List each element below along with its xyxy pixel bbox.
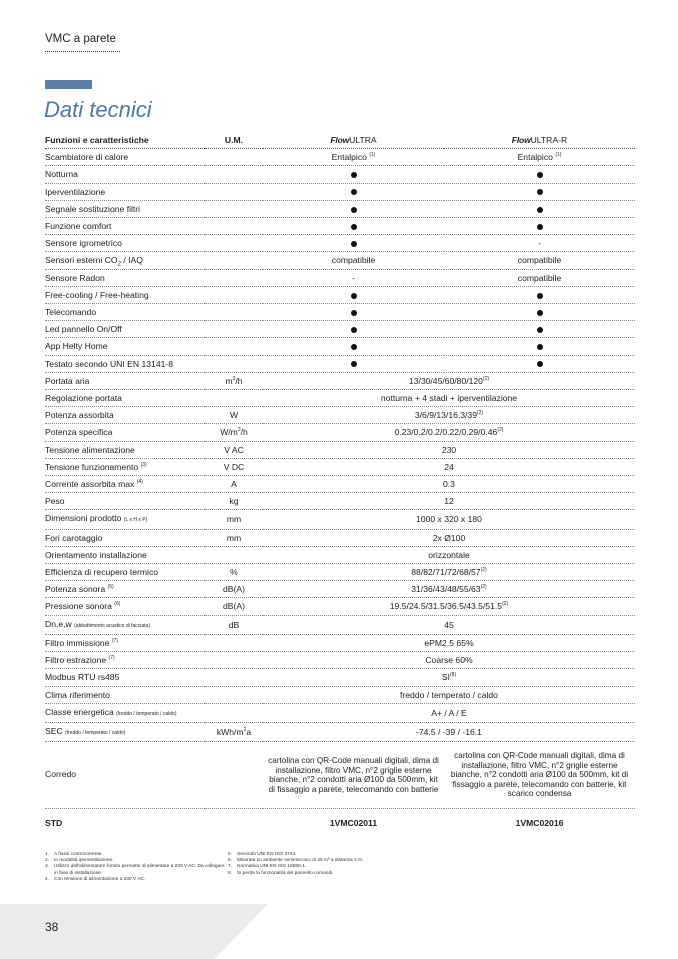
row-unit	[205, 218, 263, 235]
row-unit	[205, 547, 263, 564]
product-code-model-1: 1VMC02011	[329, 818, 378, 829]
bullet-dot-icon	[537, 207, 543, 213]
table-header-row	[45, 132, 635, 149]
row-value-shared: A+ / A / E	[263, 704, 635, 723]
row-value-shared: 0.23/0.2/0.2/0.22/0.29/0.46$^{(2)}$	[263, 424, 635, 441]
accent-bar	[45, 80, 92, 89]
table-row	[45, 235, 635, 252]
row-unit	[205, 815, 263, 831]
row-label: Filtro immissione $^{(7)}$	[45, 635, 205, 652]
row-unit: kWh/$m^2a$	[205, 723, 263, 742]
row-unit	[205, 652, 263, 669]
row-label: Telecomando	[45, 304, 205, 321]
row-unit: dB	[205, 616, 263, 635]
row-value-shared: SI$^{(8)}$	[263, 669, 635, 686]
row-value-model-2	[444, 321, 635, 338]
row-unit: %	[205, 564, 263, 581]
bullet-dot-icon	[537, 327, 543, 333]
row-unit: kg	[205, 493, 263, 510]
row-label: Tensione funzionamento $^{(3)}$	[45, 459, 205, 476]
table-row	[45, 704, 635, 723]
row-unit	[205, 704, 263, 723]
bullet-dot-icon	[351, 293, 357, 299]
row-label: Sensore Radon	[45, 270, 205, 287]
header-model-2: FlowULTRA-R	[444, 132, 635, 149]
row-value-model-1	[263, 201, 444, 218]
table-row	[45, 581, 635, 598]
product-code-model-2: 1VMC02016	[515, 818, 564, 829]
row-label: Sensore igrometrico	[45, 235, 205, 252]
table-row	[45, 547, 635, 564]
row-value-shared: 88/82/71/72/68/57$^{(2)}$	[263, 564, 635, 581]
table-row	[45, 493, 635, 510]
row-value-model-2: cartolina con QR-Code manuali digitali, dima di installazione, filtro VMC, n°2 griglie esterne bianche, n°2 condotti aria Ø100 da 500mm, kit di fissaggio a parete, telecomando con batterie, kit scarico condensa	[444, 742, 635, 809]
table-row	[45, 287, 635, 304]
row-label: Free-cooling / Free-heating	[45, 287, 205, 304]
row-value-shared: -74.5 / -39 / -16.1	[263, 723, 635, 742]
table-row	[45, 184, 635, 201]
row-value-model-1: -	[263, 270, 444, 287]
table-row	[45, 459, 635, 476]
row-value-model-2: -	[444, 235, 635, 252]
brand-logo-flow: Flow	[511, 135, 531, 145]
row-unit	[205, 252, 263, 269]
row-value-shared: 45	[263, 616, 635, 635]
table-row-corredo	[45, 742, 635, 809]
table-row	[45, 424, 635, 441]
page-title: Dati tecnici	[44, 97, 152, 122]
row-value-shared: freddo / temperato / caldo	[263, 687, 635, 704]
row-value-model-1	[263, 166, 444, 183]
row-value-model-1	[263, 356, 444, 373]
table-row	[45, 356, 635, 373]
row-label: Regolazione portata	[45, 390, 205, 407]
row-label: Scambiatore di calore	[45, 149, 205, 166]
row-value-shared: 230	[263, 442, 635, 459]
row-label: Orientamento installazione	[45, 547, 205, 564]
row-value-model-2: Entalpico $^{(1)}$	[444, 149, 635, 166]
row-unit: mm	[205, 530, 263, 547]
row-label: Corredo	[45, 742, 205, 809]
table-row	[45, 616, 635, 635]
table-row	[45, 270, 635, 287]
row-value-shared: 12	[263, 493, 635, 510]
row-unit	[205, 287, 263, 304]
row-value-model-2	[444, 184, 635, 201]
footnote: 1. A flussi controcorrente.	[45, 852, 103, 857]
footnote: 5. Secondo UNI EN ISO 3744.	[228, 852, 297, 857]
header-um: U.M.	[205, 132, 263, 149]
bullet-dot-icon	[351, 241, 357, 247]
row-value-shared: ePM2.5 65%	[263, 635, 635, 652]
row-unit	[205, 166, 263, 183]
row-label: Efficienza di recupero termico	[45, 564, 205, 581]
row-value-shared: 19.5/24.5/31.5/36.5/43.5/51.5$^{(2)}$	[263, 598, 635, 615]
row-value-shared: orizzontale	[263, 547, 635, 564]
table-row	[45, 373, 635, 390]
row-label: Portata aria	[45, 373, 205, 390]
table-row	[45, 510, 635, 529]
row-label: Potenza specifica	[45, 424, 205, 441]
row-value-model-1: compatibile	[263, 252, 444, 269]
row-label: Notturna	[45, 166, 205, 183]
row-unit: dB(A)	[205, 598, 263, 615]
row-label: App Helty Home	[45, 338, 205, 355]
row-unit	[205, 270, 263, 287]
row-unit	[205, 390, 263, 407]
footnote: 8. Si perde la funzionalità del pannello comandi.	[228, 870, 334, 876]
footnote: 3. Utilizzo dell'alimentatore fornito permette di alimentare a 230 V AC. Da collegare in fase di installazione.	[45, 864, 225, 876]
row-value-model-2	[444, 338, 635, 355]
row-value-shared: 31/36/43/48/55/63$^{(2)}$	[263, 581, 635, 598]
row-value-model-1: Entalpico $^{(1)}$	[263, 149, 444, 166]
row-value-model-1	[263, 235, 444, 252]
brand-logo-flow: Flow	[330, 135, 350, 145]
row-label: Testato secondo UNI EN 13141-8	[45, 356, 205, 373]
row-value-shared: Coarse 60%	[263, 652, 635, 669]
row-unit: V AC	[205, 442, 263, 459]
section-label: VMC a parete	[45, 33, 116, 45]
bullet-dot-icon	[351, 207, 357, 213]
footer-band	[0, 904, 268, 959]
bullet-dot-icon	[351, 361, 357, 367]
row-unit	[205, 635, 263, 652]
row-value-shared: 1000 x 320 x 180	[263, 510, 635, 529]
bullet-dot-icon	[537, 172, 543, 178]
row-value-model-2	[444, 304, 635, 321]
row-label: Sensori esterni $CO_2$ / IAQ	[45, 252, 205, 269]
row-label: Modbus RTU rs485	[45, 669, 205, 686]
table-row	[45, 687, 635, 704]
row-value-shared: 13/30/45/60/80/120$^{(2)}$	[263, 373, 635, 390]
row-label: Potenza assorbita	[45, 407, 205, 424]
row-label: Dimensioni prodotto (L x H x P)	[45, 510, 205, 529]
bullet-dot-icon	[537, 344, 543, 350]
row-unit	[205, 201, 263, 218]
table-row	[45, 407, 635, 424]
row-value-model-1	[263, 218, 444, 235]
footnotes-left	[45, 852, 225, 883]
row-value-shared: 2x Ø100	[263, 530, 635, 547]
row-value-model-1	[263, 304, 444, 321]
row-label: Fori carotaggio	[45, 530, 205, 547]
bullet-dot-icon	[537, 224, 543, 230]
row-label: Corrente assorbita max $^{(4)}$	[45, 476, 205, 493]
table-row	[45, 598, 635, 615]
bullet-dot-icon	[537, 310, 543, 316]
row-label: SEC (freddo / temperato / caldo)	[45, 723, 205, 742]
table-row	[45, 218, 635, 235]
table-row	[45, 201, 635, 218]
bullet-dot-icon	[537, 293, 543, 299]
row-value-shared: 0.3	[263, 476, 635, 493]
row-value-model-2	[444, 201, 635, 218]
row-label: Dn,e,w (abbattimento acustico di facciata)	[45, 616, 205, 635]
table-row	[45, 530, 635, 547]
row-value-model-2	[444, 287, 635, 304]
bullet-dot-icon	[351, 344, 357, 350]
row-label: Tensione alimentazione	[45, 442, 205, 459]
footnote: 4. Con tensione di alimentazione a 230 V AC.	[45, 876, 146, 882]
bullet-dot-icon	[537, 361, 543, 367]
row-unit	[205, 321, 263, 338]
row-label: Potenza sonora $^{(5)}$	[45, 581, 205, 598]
row-unit: V DC	[205, 459, 263, 476]
table-row	[45, 338, 635, 355]
row-label: Peso	[45, 493, 205, 510]
row-unit	[205, 149, 263, 166]
table-row	[45, 723, 635, 742]
footnote: 2. In modalità iperventilazione.	[45, 858, 114, 864]
row-value-model-1	[263, 184, 444, 201]
table-row	[45, 564, 635, 581]
table-row	[45, 476, 635, 493]
row-label: Clima riferimento	[45, 687, 205, 704]
row-value-shared: notturna + 4 stadi + iperventilazione	[263, 390, 635, 407]
row-value-model-1	[263, 338, 444, 355]
row-value-model-2	[444, 356, 635, 373]
table-row	[45, 321, 635, 338]
row-unit	[205, 742, 263, 809]
row-unit: $W/m^3/h$	[205, 424, 263, 441]
table-row	[45, 669, 635, 686]
table-row	[45, 652, 635, 669]
row-label: Filtro estrazione $^{(7)}$	[45, 652, 205, 669]
row-value-model-1	[263, 287, 444, 304]
row-value-model-2	[444, 218, 635, 235]
row-unit	[205, 687, 263, 704]
spec-table	[45, 132, 635, 831]
header-model-1: FlowULTRA	[263, 132, 444, 149]
row-unit	[205, 304, 263, 321]
row-value-shared: 3/6/9/13/16.3/39$^{(2)}$	[263, 407, 635, 424]
table-row	[45, 149, 635, 166]
header-divider	[45, 51, 120, 52]
table-row	[45, 252, 635, 269]
row-unit	[205, 356, 263, 373]
row-unit	[205, 669, 263, 686]
row-label: Classe energetica (freddo / temperato / caldo)	[45, 704, 205, 723]
row-value-model-2: compatibile	[444, 252, 635, 269]
row-label: Segnale sostituzione filtri	[45, 201, 205, 218]
table-row	[45, 442, 635, 459]
page-number: 38	[45, 920, 59, 934]
row-value-model-1: cartolina con QR-Code manuali digitali, dima di installazione, filtro VMC, n°2 griglie esterne bianche, n°2 condotti aria Ø100 da 500mm, kit di fissaggio a parete, telecomando con batterie	[263, 742, 444, 809]
table-row	[45, 635, 635, 652]
row-unit	[205, 235, 263, 252]
footnotes-right	[228, 852, 458, 877]
bullet-dot-icon	[351, 224, 357, 230]
row-label: Funzione comfort	[45, 218, 205, 235]
row-value-model-2: compatibile	[444, 270, 635, 287]
bullet-dot-icon	[537, 189, 543, 195]
row-value-model-2	[444, 166, 635, 183]
footnote: 7. Normativa UNI EN ISO 16890-1.	[228, 864, 307, 870]
row-unit	[205, 184, 263, 201]
row-unit: dB(A)	[205, 581, 263, 598]
row-value-shared: 24	[263, 459, 635, 476]
table-row	[45, 304, 635, 321]
row-unit: $m^3/h$	[205, 373, 263, 390]
bullet-dot-icon	[351, 189, 357, 195]
row-unit	[205, 338, 263, 355]
row-label: Pressione sonora $^{(6)}$	[45, 598, 205, 615]
header-feature: Funzioni e caratteristiche	[45, 132, 205, 149]
footnote: 6. Misurata su ambiente semiriecoico di 30 m³ a distanza 3 m.	[228, 858, 364, 864]
table-row	[45, 166, 635, 183]
row-label: Led pannello On/Off	[45, 321, 205, 338]
row-label: Iperventilazione	[45, 184, 205, 201]
row-unit: mm	[205, 510, 263, 529]
row-label: STD	[45, 818, 63, 829]
table-row-std	[45, 815, 635, 831]
bullet-dot-icon	[351, 327, 357, 333]
bullet-dot-icon	[351, 310, 357, 316]
row-value-model-1	[263, 321, 444, 338]
row-unit: W	[205, 407, 263, 424]
bullet-dot-icon	[351, 172, 357, 178]
row-unit: A	[205, 476, 263, 493]
table-row	[45, 390, 635, 407]
